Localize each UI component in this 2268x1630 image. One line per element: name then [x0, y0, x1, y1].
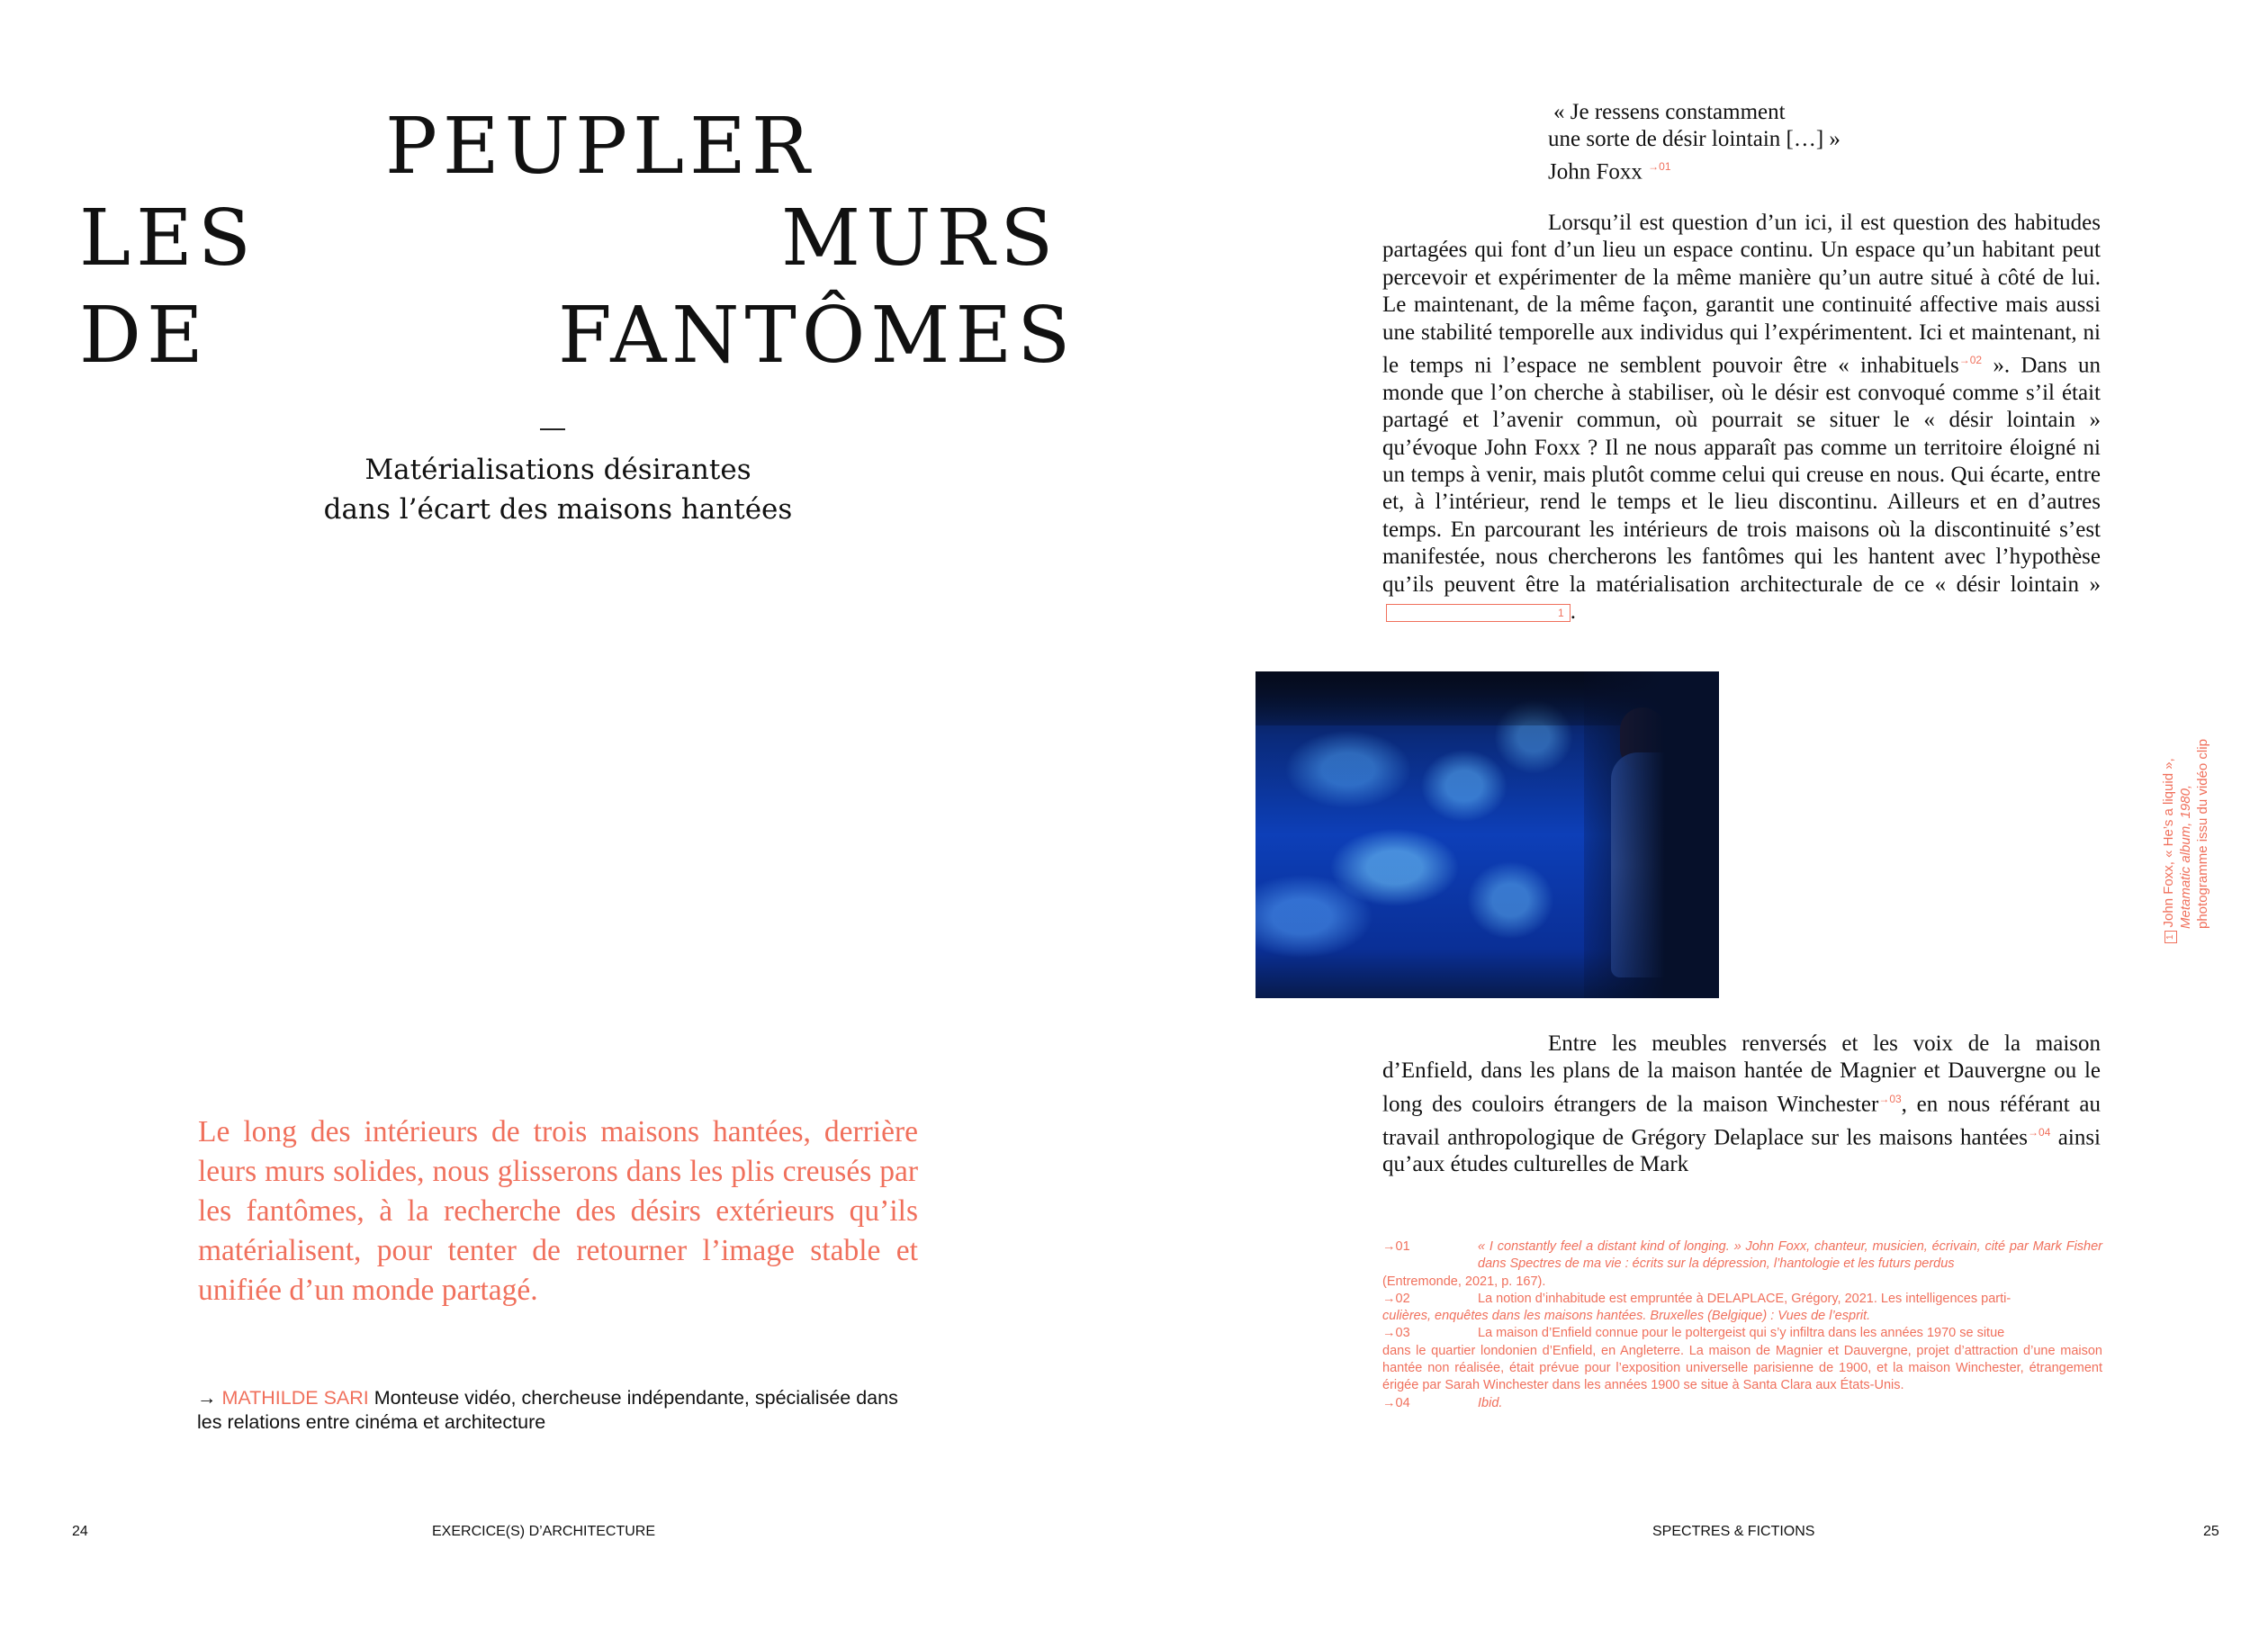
title-separator	[540, 428, 565, 430]
author-block	[197, 1386, 908, 1435]
footnote-ref-04[interactable]: →04	[2028, 1125, 2051, 1139]
folio-title-right: SPECTRES & FICTIONS	[1652, 1524, 1815, 1539]
p1-text-b: ». Dans un monde que l’on cherche à stabiliser, où le désir est convoqué comme s’il était partagé et l’avenir commun, où pourrait se situer le « désir lointain » qu’évoque John Foxx ? Il ne nous apparaît pas comme un territoire éloigné ni un temps à venir, mais plutôt comme celui qui creuse en nous. Qui écarte, entre et, à l’intérieur, rend le temps et le lieu discontinu. Ailleurs et en d’autres temps. En parcourant les intérieurs de trois maisons où la discontinuité s’est manifestée, nous chercherons les fantômes qui les hantent avec l’hypothèse qu’ils peuvent être la matérialisation architecturale de ce « désir lointain »	[1382, 353, 2101, 597]
footnote-ref-02[interactable]: →02	[1958, 354, 1983, 367]
caption-text-1: John Foxx, « He’s a liquid »,	[2161, 758, 2176, 928]
quote-line-2: une sorte de désir lointain […] »	[1548, 127, 1840, 151]
footnote-text: Ibid.	[1478, 1395, 1503, 1410]
footnote-text: « I constantly feel a distant kind of longing. » John Foxx, chanteur, musicien, écrivain, cité par Mark Fisher dans Spectres de ma vie : écrits sur la dépression, l’hantologie et les futurs perdus	[1478, 1239, 2102, 1272]
folio-title-left: EXERCICE(S) D’ARCHITECTURE	[432, 1524, 656, 1539]
footnote-ref-03[interactable]: →03	[1878, 1092, 1902, 1105]
caption-line-1	[2160, 709, 2177, 943]
footnote-continuation: dans le quartier londonien d’Enfield, en Angleterre. La maison de Magnier et Dauvergne, projet d’attraction d’une maison hantée non réalisée, était prévue pour l’exposition universelle parisienne de 1900, et la maison Winchester, étrangement érigée par Sarah Winchester dans les années 1900 se situe à Santa Clara aux États-Unis.	[1382, 1343, 2102, 1393]
footnote-number: →01	[1382, 1239, 1410, 1254]
subtitle-line-2: dans l’écart des maisons hantées	[323, 493, 793, 526]
p2-text-c: ainsi qu’aux études culturelles de Mark	[1382, 1124, 2101, 1177]
author-name: MATHILDE SARI	[221, 1387, 369, 1409]
title-de: DE	[79, 291, 209, 381]
footnote-01	[1382, 1238, 2102, 1291]
arrow-icon: →	[197, 1387, 217, 1409]
footnote-continuation: (Entremonde, 2021, p. 167).	[1382, 1274, 1546, 1289]
subtitle	[270, 450, 846, 529]
p2-text-a: Entre les meubles renversés et les voix de la maison d’Enfield, dans les plans de la maison hantée de Magnier et Dauvergne ou le long des couloirs étrangers de la maison Winchester	[1382, 1031, 2101, 1117]
footnotes	[1382, 1238, 2102, 1412]
p1-text-a: Lorsqu’il est question d’un ici, il est question des habitudes partagées qui font d’un lieu un espace continu. Un espace qu’un habitant peut percevoir et expérimenter de la même manière qu’un autre situé à côté de lui. Le maintenant, de la même façon, garantit une continuité affective mais aussi une stabilité temporelle aux individus qui l’expérimentent. Ici et maintenant, ni le temps ni l’espace ne semblent pouvoir être « inhabituels	[1382, 211, 2101, 378]
figure-ref-1[interactable]: 1	[1386, 604, 1570, 622]
title-murs: MURS	[781, 194, 1059, 284]
intro-paragraph: Le long des intérieurs de trois maisons hantées, derrière leurs murs solides, nous glisserons dans les plis creusés par les fantômes, à la recherche des désirs extérieurs qu’ils matérialisent, pour tenter de retourner l’image stable et unifiée d’un monde partagé.	[198, 1115, 918, 1307]
footnote-02	[1382, 1291, 2102, 1326]
footnote-number: →02	[1382, 1291, 1410, 1306]
video-still-image	[1256, 671, 1719, 998]
caption-line-2: Metamatic album, 1980,	[2178, 784, 2193, 929]
footnote-ref-01[interactable]: →01	[1648, 160, 1671, 173]
p2-text-b: , en nous référant au travail anthropologique de Grégory Delaplace sur les maisons hantées	[1382, 1092, 2101, 1149]
footnote-continuation: culières, enquêtes dans les maisons hantées. Bruxelles (Belgique) : Vues de l’esprit.	[1382, 1309, 1871, 1324]
footnote-number: →04	[1382, 1395, 1410, 1410]
caption-box: 1	[2164, 931, 2177, 943]
footnote-03	[1382, 1325, 2102, 1394]
epigraph-quote	[1548, 99, 1840, 185]
quote-author: John Foxx	[1548, 159, 1642, 185]
subtitle-line-1: Matérialisations désirantes	[364, 454, 752, 486]
footnote-number: →03	[1382, 1326, 1410, 1341]
p1-text-end: .	[1570, 599, 1576, 625]
folio-number-right: 25	[2203, 1524, 2219, 1539]
quote-line-1: « Je ressens constamment	[1553, 100, 1786, 124]
image-shadow-right	[1584, 671, 1719, 998]
figure-caption	[2160, 709, 2241, 943]
caption-line-3: photogramme issu du vidéo clip	[2195, 739, 2210, 929]
body-paragraph-1	[1382, 210, 2101, 626]
folio-number-left: 24	[72, 1524, 88, 1539]
author-bio: Monteuse vidéo, chercheuse indépendante, spécialisée dans les relations entre cinéma et architecture	[197, 1387, 898, 1433]
footnote-text: La maison d’Enfield connue pour le poltergeist qui s’y infiltra dans les années 1970 se situe	[1478, 1326, 2005, 1341]
title-peupler: PEUPLER	[385, 102, 815, 192]
quote-author-line	[1548, 153, 1840, 185]
title-fantomes: FANTÔMES	[558, 291, 1076, 381]
footnote-04	[1382, 1395, 2102, 1412]
footnote-text: La notion d’inhabitude est empruntée à DELAPLACE, Grégory, 2021. Les intelligences parti-	[1478, 1291, 2012, 1306]
body-paragraph-2	[1382, 1031, 2101, 1179]
title-les: LES	[79, 194, 256, 284]
